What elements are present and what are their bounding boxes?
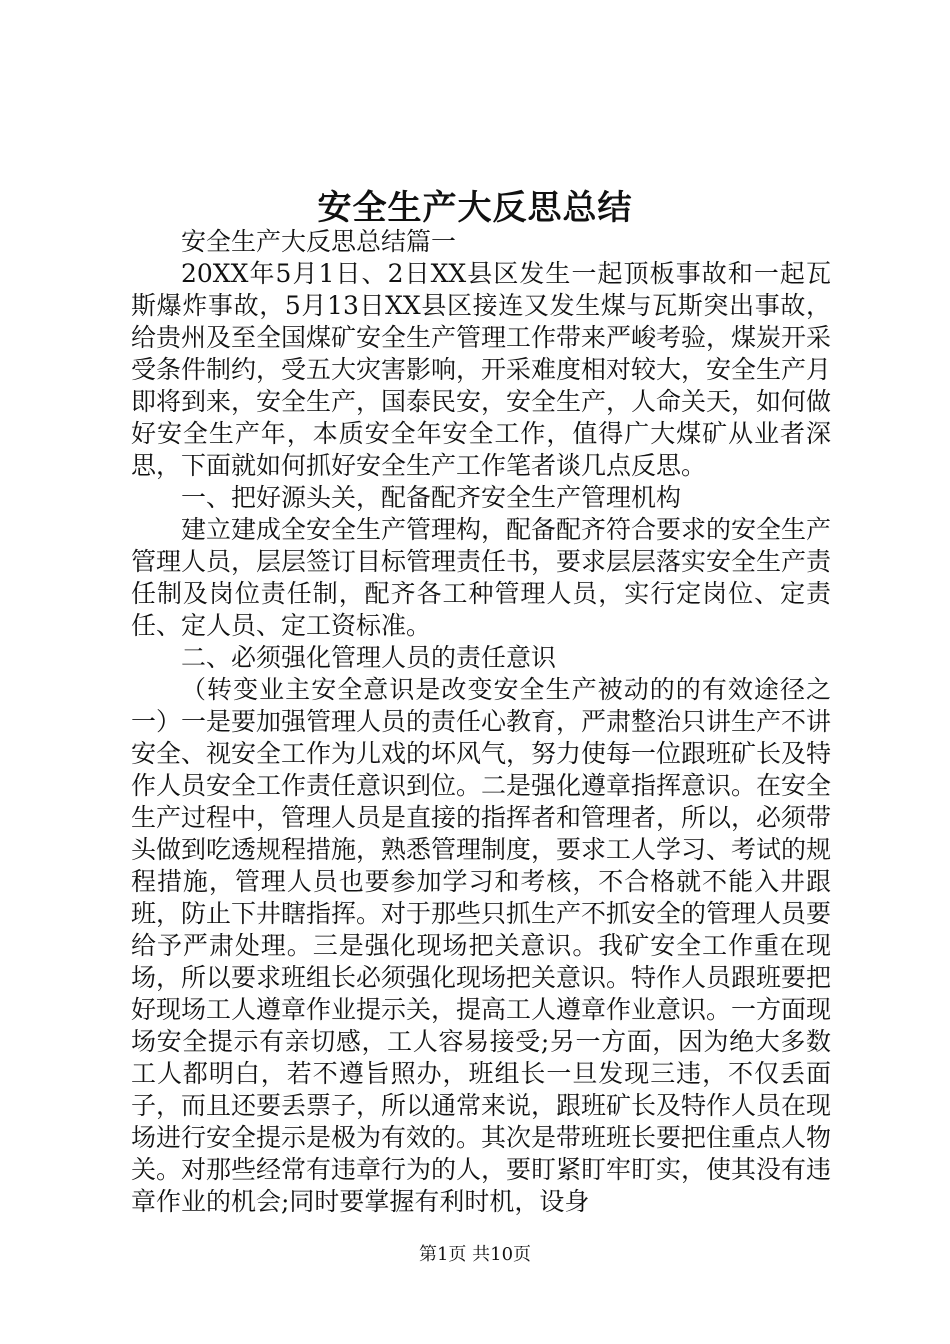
- section-heading-2: 二、必须强化管理人员的责任意识: [181, 643, 557, 672]
- paragraph-intro: 20XX年5月1日、2日XX县区发生一起顶板事故和一起瓦斯爆炸事故，5月13日XX县区接连又发生煤与瓦斯突出事故，给贵州及至全国煤矿安全生产管理工作带来严峻考验，煤炭开采受条件制约，受五大灾害影响，开采难度相对较大，安全生产月即将到来，安全生产，国泰民安，安全生产，人命关天，如何做好安全生产年，本质安全年安全工作，值得广大煤矿从业者深思，下面就如何抓好安全生产工作笔者谈几点反思。: [131, 259, 832, 480]
- document-title: 安全生产大反思总结: [317, 188, 633, 228]
- paragraph-section-2: （转变业主安全意识是改变安全生产被动的的有效途径之一）一是要加强管理人员的责任心教育，严肃整治只讲生产不讲安全、视安全工作为儿戏的坏风气，努力使每一位跟班矿长及特作人员安全工作责任意识到位。二是强化遵章指挥意识。在安全生产过程中，管理人员是直接的指挥者和管理者，所以，必须带头做到吃透规程措施，熟悉管理制度，要求工人学习、考试的规程措施，管理人员也要参加学习和考核，不合格就不能入井跟班，防止下井瞎指挥。对于那些只抓生产不抓安全的管理人员要给予严肃处理。三是强化现场把关意识。我矿安全工作重在现场，所以要求班组长必须强化现场把关意识。特作人员跟班要把好现场工人遵章作业提示关，提高工人遵章作业意识。一方面现场安全提示有亲切感，工人容易接受;另一方面，因为绝大多数工人都明白，若不遵旨照办，班组长一旦发现三违，不仅丢面子，而且还要丢票子，所以通常来说，跟班矿长及特作人员在现场进行安全提示是极为有效的。其次是带班班长要把住重点人物关。对那些经常有违章行为的人，要盯紧盯牢盯实，使其没有违章作业的机会;同时要掌握有利时机，设身: [131, 675, 832, 1216]
- document-subtitle: 安全生产大反思总结篇一: [181, 227, 457, 256]
- page-footer: 第1页 共10页: [418, 1244, 532, 1265]
- document-body: [131, 226, 831, 1218]
- paragraph-section-1: 建立建成全安全生产管理构，配备配齐符合要求的安全生产管理人员，层层签订目标管理责任书，要求层层落实安全生产责任制及岗位责任制，配齐各工种管理人员，实行定岗位、定责任、定人员、定工资标准。: [131, 515, 832, 640]
- section-heading-1: 一、把好源头关，配备配齐安全生产管理机构: [181, 483, 682, 512]
